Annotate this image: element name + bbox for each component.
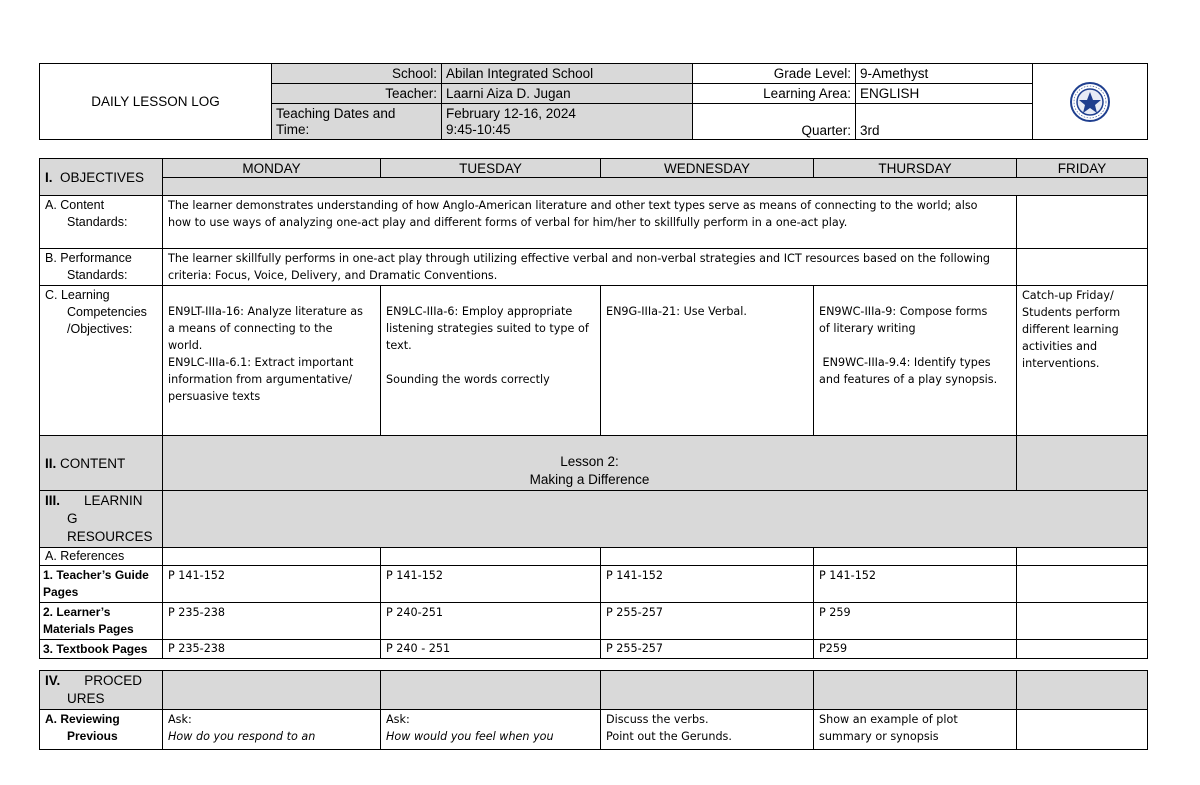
performance-standards-label-line-2: Standards: [67, 268, 128, 282]
competency-friday [1017, 286, 1148, 436]
learners-materials-monday: P 235-238 [163, 603, 381, 640]
resources-title-line-1: LEARNIN [84, 493, 143, 508]
reviewing-previous-label [40, 710, 163, 750]
learning-competencies-label-line-1: C. Learning [45, 288, 110, 302]
procedures-thursday [814, 671, 1017, 710]
school-label: School: [272, 64, 442, 84]
learners-materials-tuesday: P 240-251 [381, 603, 601, 640]
content-title: CONTENT [60, 455, 126, 471]
textbook-pages-wednesday: P 255-257 [601, 640, 814, 659]
content-num: II. [45, 455, 57, 471]
content-standards-text [163, 196, 1017, 249]
lesson-title [163, 436, 1017, 491]
content-friday [1017, 436, 1148, 491]
day-wednesday: WEDNESDAY [601, 159, 814, 178]
learners-materials-wednesday: P 255-257 [601, 603, 814, 640]
review-thursday [814, 710, 1017, 750]
learning-resources-heading [40, 491, 163, 548]
learning-area-value: ENGLISH [856, 84, 1033, 104]
school-value: Abilan Integrated School [442, 64, 693, 84]
references-label: A. References [40, 548, 163, 566]
competency-friday-line: interventions. [1022, 357, 1100, 370]
quarter-value: 3rd [856, 104, 1033, 140]
content-standards-label [40, 196, 163, 249]
resources-title-line-2: G [67, 511, 78, 526]
seal-cell [1033, 64, 1148, 140]
procedures-table [39, 670, 1148, 750]
quarter-label: Quarter: [693, 104, 856, 140]
resources-title-line-3: RESOURCES [67, 529, 153, 544]
resources-spacer [163, 491, 1148, 548]
teachers-guide-friday [1017, 566, 1148, 603]
competency-monday-line: persuasive texts [168, 390, 261, 403]
teachers-guide-monday: P 141-152 [163, 566, 381, 603]
competency-monday [163, 286, 381, 436]
competency-monday-line: EN9LC-IIIa-6.1: Extract important [168, 356, 354, 369]
textbook-pages-tuesday: P 240 - 251 [381, 640, 601, 659]
content-heading [40, 436, 163, 491]
objectives-spacer [163, 178, 1148, 196]
competency-tuesday [381, 286, 601, 436]
competency-monday-line: information from argumentative/ [168, 373, 353, 386]
competency-thursday-line: and features of a play synopsis. [819, 373, 998, 386]
review-monday [163, 710, 381, 750]
objectives-num: I. [45, 169, 53, 185]
textbook-pages-monday: P 235-238 [163, 640, 381, 659]
review-wednesday [601, 710, 814, 750]
competency-tuesday-line: Sounding the words correctly [386, 373, 550, 386]
procedures-heading [40, 671, 163, 710]
content-standards-line-1: The learner demonstrates understanding of how Anglo-American literature and other text types serve as means of connecting to the world; also [168, 199, 978, 212]
objectives-heading [40, 159, 163, 196]
procedures-friday [1017, 671, 1148, 710]
teaching-dates-label-line-2: Time: [276, 121, 310, 137]
review-friday [1017, 710, 1148, 750]
teaching-dates-label-line-1: Teaching Dates and [276, 105, 396, 121]
teaching-dates-line-1: February 12-16, 2024 [446, 105, 576, 121]
performance-standards-label-line-1: B. Performance [45, 251, 132, 265]
procedures-title-line-2: URES [67, 691, 105, 706]
review-monday-line-1: Ask: [168, 713, 192, 726]
procedures-num: IV. [45, 673, 61, 688]
learners-materials-label-line-2: Materials Pages [43, 622, 134, 636]
grade-level-value: 9-Amethyst [856, 64, 1033, 84]
review-wednesday-line-1: Discuss the verbs. [606, 713, 709, 726]
learners-materials-friday [1017, 603, 1148, 640]
review-tuesday [381, 710, 601, 750]
teachers-guide-label [40, 566, 163, 603]
teachers-guide-tuesday: P 141-152 [381, 566, 601, 603]
review-thursday-line-2: summary or synopsis [819, 730, 939, 743]
day-tuesday: TUESDAY [381, 159, 601, 178]
learners-materials-thursday: P 259 [814, 603, 1017, 640]
lesson-name: Making a Difference [529, 471, 650, 487]
performance-standards-line-1: The learner skillfully performs in one-act play through utilizing effective verbal and non-verbal strategies and ICT resources based on the following [168, 252, 991, 265]
teaching-dates-value [442, 104, 693, 140]
lesson-number: Lesson 2: [560, 453, 619, 469]
review-tuesday-line-2: How would you feel when you [386, 730, 554, 743]
teaching-dates-line-2: 9:45-10:45 [446, 121, 511, 137]
day-monday: MONDAY [163, 159, 381, 178]
competency-tuesday-line: EN9LC-IIIa-6: Employ appropriate [386, 305, 573, 318]
reviewing-label-line-1: A. Reviewing [45, 712, 120, 726]
grade-level-label: Grade Level: [693, 64, 856, 84]
competency-wednesday-line: EN9G-IIIa-21: Use Verbal. [606, 305, 747, 318]
teacher-value: Laarni Aiza D. Jugan [442, 84, 693, 104]
competency-friday-line: Catch-up Friday/ [1022, 289, 1114, 302]
teachers-guide-label-line-1: 1. Teacher’s Guide [43, 568, 149, 582]
procedures-title-line-1: PROCED [84, 673, 143, 688]
competency-thursday-line: EN9WC-IIIa-9.4: Identify types [819, 356, 991, 369]
competency-monday-line: world. [168, 339, 203, 352]
references-thursday [814, 548, 1017, 566]
review-monday-line-2: How do you respond to an [168, 730, 316, 743]
reviewing-label-line-2: Previous [67, 729, 118, 743]
textbook-pages-friday [1017, 640, 1148, 659]
learners-materials-label-line-1: 2. Learner’s [43, 605, 111, 619]
references-monday [163, 548, 381, 566]
learning-competencies-label-line-2: Competencies [67, 305, 147, 319]
competency-thursday-line [819, 337, 1011, 354]
teacher-label: Teacher: [272, 84, 442, 104]
learners-materials-label [40, 603, 163, 640]
teachers-guide-label-line-2: Pages [43, 585, 79, 599]
content-standards-friday [1017, 196, 1148, 249]
review-thursday-line-1: Show an example of plot [819, 713, 958, 726]
textbook-pages-thursday: P259 [814, 640, 1017, 659]
resources-num: III. [45, 493, 61, 508]
references-wednesday [601, 548, 814, 566]
textbook-pages-label: 3. Textbook Pages [40, 640, 163, 659]
performance-standards-label [40, 249, 163, 286]
competency-monday-line: a means of connecting to the [168, 322, 333, 335]
procedures-wednesday [601, 671, 814, 710]
objectives-title: OBJECTIVES [60, 169, 145, 185]
deped-seal-icon [1050, 72, 1130, 132]
learning-competencies-label [40, 286, 163, 436]
references-tuesday [381, 548, 601, 566]
competency-thursday-line: EN9WC-IIIa-9: Compose forms [819, 305, 988, 318]
document-title-text: DAILY LESSON LOG [91, 93, 220, 109]
competency-wednesday [601, 286, 814, 436]
competency-friday-line: Students perform [1022, 306, 1121, 319]
content-standards-line-2: how to use ways of analyzing one-act play and different forms of verbal for him/her to skillfully perform in a one-act play. [168, 216, 848, 229]
teachers-guide-wednesday: P 141-152 [601, 566, 814, 603]
procedures-monday [163, 671, 381, 710]
performance-standards-line-2: criteria: Focus, Voice, Delivery, and Dramatic Conventions. [168, 269, 498, 282]
document-title [40, 64, 272, 140]
review-wednesday-line-2: Point out the Gerunds. [606, 730, 732, 743]
header-table [39, 63, 1148, 140]
competency-monday-line: EN9LT-IIIa-16: Analyze literature as [168, 305, 363, 318]
content-standards-label-line-1: A. Content [45, 198, 105, 212]
day-thursday: THURSDAY [814, 159, 1017, 178]
competency-friday-line: activities and [1022, 340, 1098, 353]
day-friday: FRIDAY [1017, 159, 1148, 178]
teachers-guide-thursday: P 141-152 [814, 566, 1017, 603]
competency-thursday-line: of literary writing [819, 322, 916, 335]
competency-tuesday-line: listening strategies suited to type of [386, 322, 589, 335]
references-friday [1017, 548, 1148, 566]
procedures-tuesday [381, 671, 601, 710]
learning-area-label: Learning Area: [693, 84, 856, 104]
lesson-log-table [39, 158, 1148, 659]
learning-competencies-label-line-3: /Objectives: [67, 322, 133, 336]
competency-thursday [814, 286, 1017, 436]
competency-friday-line: different learning [1022, 323, 1119, 336]
performance-standards-friday [1017, 249, 1148, 286]
content-standards-label-line-2: Standards: [67, 215, 128, 229]
competency-tuesday-line [386, 354, 595, 371]
teaching-dates-label [272, 104, 442, 140]
competency-tuesday-line: text. [386, 339, 412, 352]
review-tuesday-line-1: Ask: [386, 713, 410, 726]
performance-standards-text [163, 249, 1017, 286]
